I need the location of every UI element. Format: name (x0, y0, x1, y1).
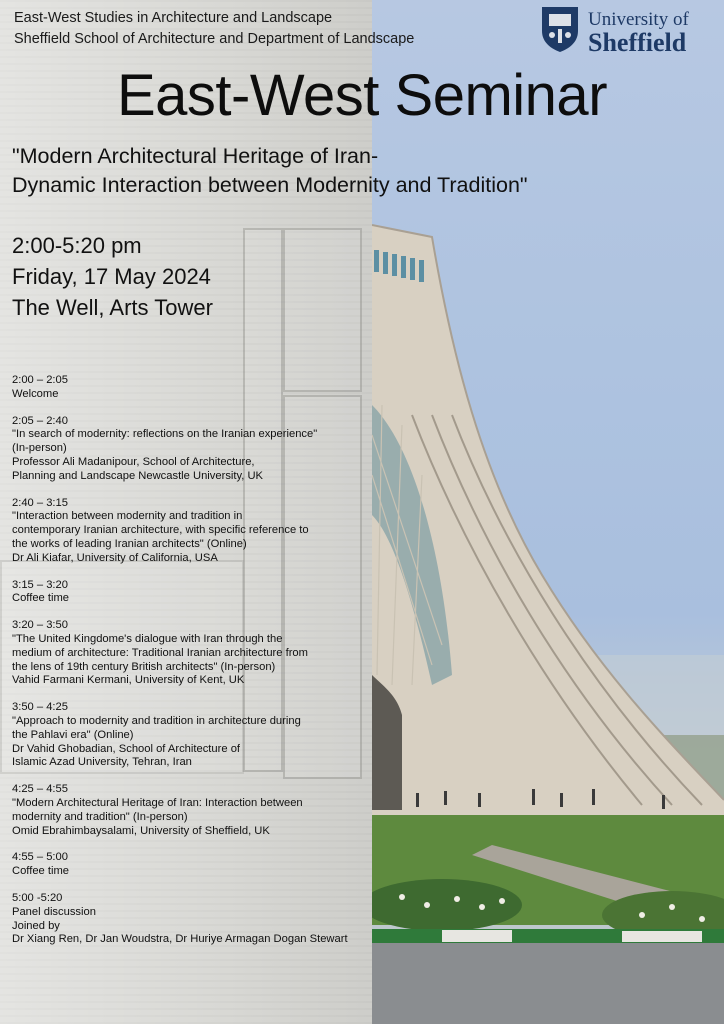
subtitle-line-1: "Modern Architectural Heritage of Iran- (12, 144, 379, 168)
schedule-line: Vahid Farmani Kermani, University of Kent, UK (12, 674, 245, 687)
schedule-line: Dr Xiang Ren, Dr Jan Woudstra, Dr Huriye Armagan Dogan Stewart (12, 933, 348, 946)
schedule-line: medium of architecture: Traditional Iranian architecture from (12, 646, 308, 659)
schedule-time: 5:00 -5:20 (12, 891, 63, 904)
schedule-line: Dr Vahid Ghobadian, School of Architecture of (12, 742, 241, 755)
schedule-time: 3:20 – 3:50 (12, 619, 68, 632)
organizer-line-1: East-West Studies in Architecture and Landscape (14, 10, 333, 26)
schedule-item (12, 374, 364, 402)
page-title: East-West Seminar (116, 63, 608, 128)
schedule-line: the Pahlavi era" (Online) (12, 728, 134, 741)
event-time: 2:00-5:20 pm (12, 233, 142, 258)
schedule-line: Professor Ali Madanipour, School of Architecture, (12, 455, 255, 468)
subtitle-line-2: Dynamic Interaction between Modernity and Tradition" (12, 173, 528, 197)
schedule-item (12, 415, 364, 484)
event-details (12, 230, 213, 323)
schedule-item (12, 619, 364, 688)
schedule-time: 3:15 – 3:20 (12, 578, 68, 591)
schedule-line: "Interaction between modernity and tradition in (12, 510, 243, 523)
schedule-line: "In search of modernity: reflections on the Iranian experience" (12, 428, 318, 441)
schedule-item (12, 892, 364, 947)
event-venue: The Well, Arts Tower (12, 295, 213, 320)
schedule-line: Islamic Azad University, Tehran, Iran (12, 756, 192, 769)
schedule-line: "The United Kingdome's dialogue with Iran through the (12, 632, 283, 645)
schedule-time: 2:40 – 3:15 (12, 496, 68, 509)
event-date: Friday, 17 May 2024 (12, 264, 211, 289)
schedule-line: Joined by (12, 919, 60, 932)
schedule-time: 3:50 – 4:25 (12, 701, 68, 714)
schedule-item (12, 579, 364, 607)
schedule-item (12, 851, 364, 879)
schedule-line: the works of leading Iranian architects" (Online) (12, 537, 247, 550)
schedule-line: Welcome (12, 387, 59, 400)
organizer-line-2: Sheffield School of Architecture and Department of Landscape (14, 31, 415, 47)
azadi-tower-photo (372, 215, 724, 1024)
schedule-time: 4:25 – 4:55 (12, 783, 68, 796)
schedule-time: 2:00 – 2:05 (12, 374, 68, 386)
schedule-line: the lens of 19th century British architects" (In-person) (12, 660, 276, 673)
schedule-line: Omid Ebrahimbaysalami, University of Sheffield, UK (12, 824, 270, 837)
schedule-time: 2:05 – 2:40 (12, 414, 68, 427)
schedule-item (12, 701, 364, 770)
logo-text-line2: Sheffield (588, 28, 687, 57)
university-logo (540, 5, 718, 57)
schedule-item (12, 783, 364, 838)
schedule-line: "Modern Architectural Heritage of Iran: Interaction between (12, 796, 303, 809)
schedule-line: Planning and Landscape Newcastle University, UK (12, 469, 264, 482)
schedule-line: "Approach to modernity and tradition in architecture during (12, 714, 301, 727)
schedule-line: Coffee time (12, 865, 70, 878)
schedule-line: Coffee time (12, 592, 70, 605)
schedule-line: contemporary Iranian architecture, with specific reference to (12, 524, 309, 537)
schedule-line: Dr Ali Kiafar, University of California, USA (12, 551, 218, 564)
schedule-line: Panel discussion (12, 905, 96, 918)
schedule-item (12, 497, 364, 566)
schedule-time: 4:55 – 5:00 (12, 851, 68, 864)
crest-icon (540, 5, 580, 53)
schedule-line: modernity and tradition" (In-person) (12, 810, 188, 823)
seminar-subtitle (12, 142, 528, 200)
schedule-line: (In-person) (12, 442, 67, 455)
schedule-list (12, 374, 364, 960)
logo-text-line1: University of (588, 9, 689, 30)
